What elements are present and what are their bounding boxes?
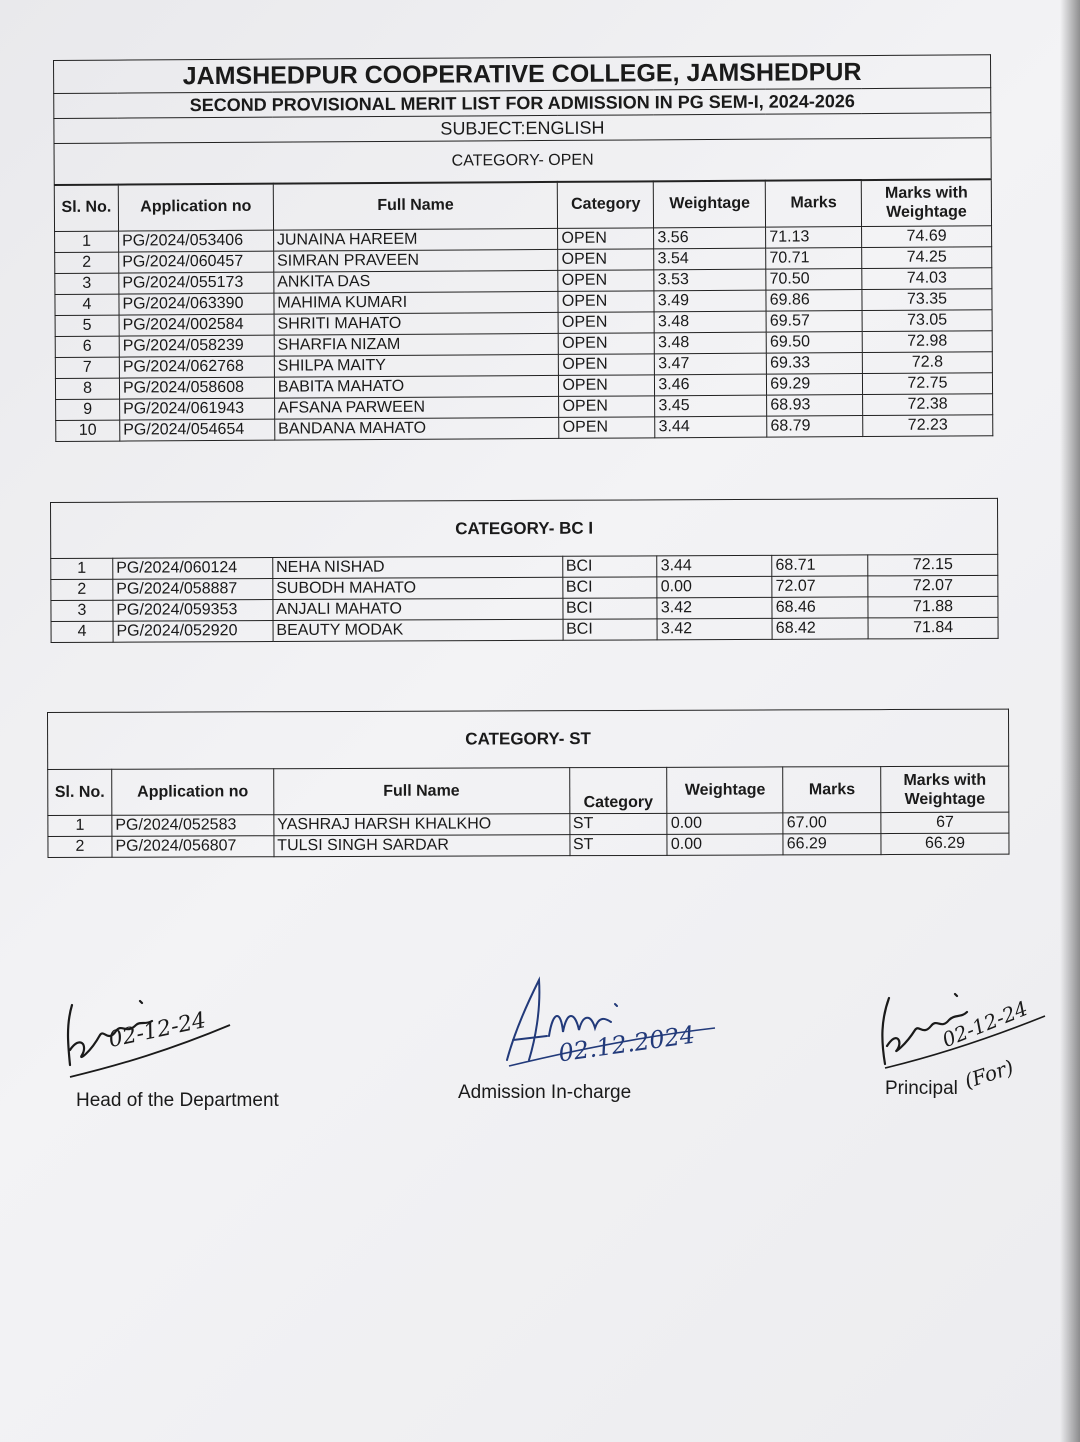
weightage-cell: 3.45 <box>655 395 767 417</box>
category-cell: BCI <box>562 577 657 598</box>
marks-with-weightage-cell: 71.88 <box>868 596 998 618</box>
marks-with-weightage-cell: 72.38 <box>863 393 993 415</box>
sl-cell: 8 <box>55 378 119 399</box>
open-category-title: CATEGORY- OPEN <box>54 138 991 185</box>
col-weightage: Weightage <box>667 767 783 813</box>
open-merit-table <box>53 54 993 441</box>
col-application: Application no <box>112 769 274 816</box>
sl-cell: 7 <box>55 357 119 378</box>
full-name-cell: MAHIMA KUMARI <box>274 291 559 314</box>
application-no-cell: PG/2024/054654 <box>120 419 275 441</box>
application-no-cell: PG/2024/058239 <box>119 335 274 357</box>
marks-with-weightage-cell: 72.23 <box>863 414 993 436</box>
admission-date: 02.12.2024 <box>556 1020 697 1068</box>
full-name-cell: ANJALI MAHATO <box>273 598 563 620</box>
sl-cell: 6 <box>55 336 119 357</box>
category-cell: OPEN <box>558 290 654 312</box>
marks-with-weightage-cell: 74.69 <box>862 225 992 247</box>
marks-cell: 67.00 <box>783 813 881 834</box>
marks-with-weightage-cell: 72.75 <box>863 372 993 394</box>
weightage-cell: 3.48 <box>654 311 766 333</box>
sl-cell: 1 <box>51 558 113 579</box>
st-category-title: CATEGORY- ST <box>48 709 1009 769</box>
weightage-cell: 3.44 <box>655 416 767 438</box>
weightage-cell: 0.00 <box>657 576 772 598</box>
category-cell: OPEN <box>559 395 655 417</box>
sl-cell: 2 <box>51 579 113 600</box>
application-no-cell: PG/2024/056807 <box>112 836 274 858</box>
application-no-cell: PG/2024/060124 <box>113 558 273 580</box>
col-sl: Sl. No. <box>54 185 118 231</box>
category-cell: BCI <box>563 619 658 640</box>
weightage-cell: 3.44 <box>657 555 772 577</box>
application-no-cell: PG/2024/055173 <box>119 272 274 294</box>
category-cell: OPEN <box>558 311 654 333</box>
col-marks-with-weightage: Marks with Weightage <box>881 766 1009 812</box>
table-row <box>51 617 998 642</box>
weightage-cell: 0.00 <box>667 834 783 855</box>
full-name-cell: SIMRAN PRAVEEN <box>274 249 559 272</box>
full-name-cell: SHARFIA NIZAM <box>274 333 559 356</box>
marks-cell: 70.50 <box>766 268 862 290</box>
principal-for-note: (For) <box>961 1054 1017 1094</box>
marks-cell: 69.29 <box>767 373 863 395</box>
col-application: Application no <box>118 184 273 231</box>
category-cell: ST <box>569 813 667 834</box>
marks-with-weightage-cell: 72.98 <box>862 330 992 352</box>
weightage-cell: 3.49 <box>654 290 766 312</box>
marks-cell: 68.42 <box>772 618 868 639</box>
full-name-cell: AFSANA PARWEEN <box>274 396 559 419</box>
application-no-cell: PG/2024/063390 <box>119 293 274 315</box>
col-marks: Marks <box>783 767 881 813</box>
category-cell: OPEN <box>559 353 655 375</box>
marks-cell: 69.50 <box>766 331 862 353</box>
marks-cell: 69.33 <box>767 352 863 374</box>
application-no-cell: PG/2024/052583 <box>112 815 274 837</box>
application-no-cell: PG/2024/058608 <box>119 377 274 399</box>
full-name-cell: BANDANA MAHATO <box>275 417 560 440</box>
weightage-cell: 3.56 <box>654 227 766 249</box>
sl-cell: 4 <box>51 621 113 642</box>
subject-line: SUBJECT:ENGLISH <box>54 113 991 144</box>
marks-cell: 68.46 <box>772 597 868 618</box>
weightage-cell: 3.42 <box>657 618 772 640</box>
open-header-row <box>54 179 991 231</box>
application-no-cell: PG/2024/060457 <box>119 251 274 273</box>
category-cell: OPEN <box>559 332 655 354</box>
sl-cell: 5 <box>55 315 119 336</box>
category-cell: OPEN <box>558 248 654 270</box>
category-cell: OPEN <box>558 269 654 291</box>
weightage-cell: 0.00 <box>667 813 783 834</box>
col-category: Category <box>569 767 667 813</box>
col-marks-with-weightage: Marks with Weightage <box>861 179 991 226</box>
weightage-cell: 3.46 <box>655 374 767 396</box>
application-no-cell: PG/2024/061943 <box>120 398 275 420</box>
category-cell: OPEN <box>559 416 655 438</box>
weightage-cell: 3.42 <box>657 597 772 619</box>
hod-date: 02-12-24 <box>106 1007 209 1054</box>
marks-with-weightage-cell: 72.15 <box>868 554 998 576</box>
weightage-cell: 3.53 <box>654 269 766 291</box>
marks-with-weightage-cell: 67 <box>881 812 1009 833</box>
category-cell: ST <box>569 834 667 855</box>
application-no-cell: PG/2024/052920 <box>113 621 273 643</box>
col-full-name: Full Name <box>274 768 570 815</box>
sl-cell: 10 <box>56 420 120 441</box>
col-full-name: Full Name <box>273 182 558 230</box>
marks-cell: 72.07 <box>772 576 868 597</box>
col-category: Category <box>558 181 654 228</box>
marks-with-weightage-cell: 73.35 <box>862 288 992 310</box>
college-name: JAMSHEDPUR COOPERATIVE COLLEGE, JAMSHEDPUR <box>54 55 991 94</box>
marks-cell: 70.71 <box>766 247 862 269</box>
application-no-cell: PG/2024/059353 <box>113 600 273 622</box>
marks-with-weightage-cell: 72.07 <box>868 575 998 597</box>
marks-cell: 68.79 <box>767 415 863 437</box>
application-no-cell: PG/2024/053406 <box>119 230 274 252</box>
hod-label: Head of the Department <box>76 1090 279 1111</box>
principal-date: 02-12-24 <box>938 996 1032 1052</box>
bc1-category-title: CATEGORY- BC I <box>51 498 998 558</box>
weightage-cell: 3.48 <box>655 332 767 354</box>
marks-cell: 69.86 <box>766 289 862 311</box>
full-name-cell: SHILPA MAITY <box>274 354 559 377</box>
category-cell: OPEN <box>558 227 654 249</box>
full-name-cell: BABITA MAHATO <box>274 375 559 398</box>
weightage-cell: 3.54 <box>654 248 766 270</box>
full-name-cell: NEHA NISHAD <box>273 556 563 578</box>
application-no-cell: PG/2024/062768 <box>119 356 274 378</box>
sl-cell: 1 <box>55 231 119 252</box>
col-weightage: Weightage <box>654 181 766 228</box>
st-merit-table <box>47 709 1010 858</box>
marks-with-weightage-cell: 66.29 <box>881 833 1009 854</box>
marks-with-weightage-cell: 74.03 <box>862 267 992 289</box>
full-name-cell: ANKITA DAS <box>274 270 559 293</box>
marks-cell: 68.93 <box>767 394 863 416</box>
admission-label: Admission In-charge <box>458 1082 632 1103</box>
sl-cell: 3 <box>55 273 119 294</box>
marks-cell: 68.71 <box>772 555 868 576</box>
marks-with-weightage-cell: 72.8 <box>862 351 992 373</box>
sl-cell: 9 <box>56 399 120 420</box>
sl-cell: 2 <box>48 836 112 857</box>
full-name-cell: SHRITI MAHATO <box>274 312 559 335</box>
col-sl: Sl. No. <box>48 769 112 815</box>
sl-cell: 4 <box>55 294 119 315</box>
full-name-cell: YASHRAJ HARSH KHALKHO <box>274 814 570 836</box>
marks-with-weightage-cell: 73.05 <box>862 309 992 331</box>
full-name-cell: TULSI SINGH SARDAR <box>274 835 570 857</box>
sl-cell: 1 <box>48 815 112 836</box>
st-header-row <box>48 766 1009 815</box>
category-cell: BCI <box>562 556 657 577</box>
weightage-cell: 3.47 <box>655 353 767 375</box>
category-cell: OPEN <box>559 374 655 396</box>
marks-cell: 66.29 <box>783 834 881 855</box>
full-name-cell: SUBODH MAHATO <box>273 577 563 599</box>
principal-label: Principal <box>885 1078 958 1099</box>
sl-cell: 3 <box>51 600 113 621</box>
list-title: SECOND PROVISIONAL MERIT LIST FOR ADMISSION IN PG SEM-I, 2024-2026 <box>54 88 991 119</box>
application-no-cell: PG/2024/058887 <box>113 579 273 601</box>
page-edge-shadow <box>1060 0 1080 1442</box>
table-row <box>48 833 1009 857</box>
application-no-cell: PG/2024/002584 <box>119 314 274 336</box>
full-name-cell: JUNAINA HAREEM <box>273 228 558 251</box>
marks-with-weightage-cell: 74.25 <box>862 246 992 268</box>
full-name-cell: BEAUTY MODAK <box>273 619 563 641</box>
bc1-merit-table <box>50 498 999 643</box>
col-marks: Marks <box>766 180 862 227</box>
marks-with-weightage-cell: 71.84 <box>868 617 998 639</box>
marks-cell: 71.13 <box>766 226 862 248</box>
category-cell: BCI <box>562 598 657 619</box>
marks-cell: 69.57 <box>766 310 862 332</box>
sl-cell: 2 <box>55 252 119 273</box>
